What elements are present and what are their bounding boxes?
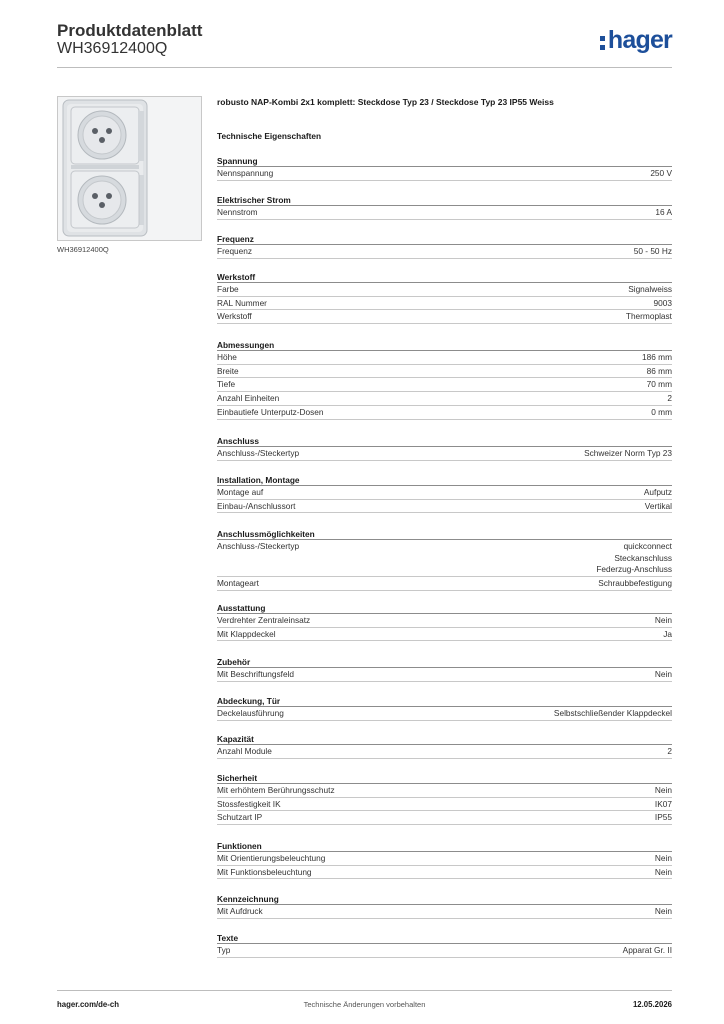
document-title: Produktdatenblatt [57,21,203,40]
spec-row [217,866,672,880]
spec-value: Nein [654,866,672,877]
spec-label: Höhe [217,352,237,362]
spec-value: Ja [663,628,672,639]
spec-row [217,784,672,798]
section-frequenz [217,233,672,259]
hager-logo [600,27,672,53]
spec-row [217,905,672,919]
spec-value: IP55 [654,812,672,823]
spec-value: Schweizer Norm Typ 23 [584,448,672,458]
spec-label: Anzahl Module [217,746,272,756]
section-title: Funktionen [217,840,672,852]
spec-label: Farbe [217,284,239,294]
section-title: Abdeckung, Tür [217,695,672,707]
spec-value: Nein [654,853,672,863]
section-abdeckung-tuer [217,695,672,721]
spec-row [217,245,672,259]
spec-row [217,540,672,577]
spec-value: 0 mm [651,406,672,417]
spec-label: Mit Funktionsbeleuchtung [217,866,312,877]
spec-label: Werkstoff [217,311,252,322]
spec-label: Nennstrom [217,207,258,217]
spec-label: RAL Nummer [217,297,267,308]
section-title: Werkstoff [217,271,672,283]
section-title: Elektrischer Strom [217,194,672,206]
section-title: Kapazität [217,733,672,745]
spec-row [217,811,672,825]
section-installation-montage [217,474,672,513]
spec-label: Stossfestigkeit IK [217,798,281,809]
spec-value: 9003 [653,297,672,308]
section-spannung [217,155,672,181]
section-anschluss [217,435,672,461]
section-anschlussmoeglichkeiten [217,528,672,591]
spec-label: Montageart [217,578,259,589]
spec-row [217,447,672,461]
spec-row [217,392,672,406]
section-title: Installation, Montage [217,474,672,486]
section-kapazitaet [217,733,672,759]
spec-row [217,283,672,297]
spec-value: 16 A [655,207,672,217]
spec-value: Signalweiss [628,284,672,294]
spec-value: Schraubbefestigung [598,578,672,589]
section-title: Sicherheit [217,772,672,784]
spec-label: Typ [217,945,231,955]
spec-row [217,944,672,958]
spec-label: Nennspannung [217,168,274,178]
section-kennzeichnung [217,893,672,919]
spec-row [217,628,672,642]
logo-text: hager [607,26,672,54]
header-divider [57,67,672,68]
spec-value: 50 - 50 Hz [633,246,672,256]
spec-value: Apparat Gr. II [622,945,672,955]
section-werkstoff [217,271,672,324]
product-title: robusto NAP-Kombi 2x1 komplett: Steckdose Typ 23 / Steckdose Typ 23 IP55 Weiss [217,97,554,107]
spec-label: Mit Beschriftungsfeld [217,669,295,679]
spec-row [217,406,672,420]
spec-row [217,707,672,721]
spec-row [217,798,672,812]
spec-value: 2 [667,393,672,404]
logo-dots-icon [600,33,606,49]
spec-value: 186 mm [642,352,672,362]
spec-label: Mit Klappdeckel [217,628,276,639]
spec-label: Einbau-/Anschlussort [217,500,296,511]
section-elektrischer-strom [217,194,672,220]
spec-row [217,577,672,591]
spec-value: 250 V [650,168,672,178]
page-header [57,21,672,67]
spec-row [217,365,672,379]
spec-label: Mit erhöhtem Berührungsschutz [217,785,335,795]
spec-value: 2 [667,746,672,756]
spec-row [217,852,672,866]
spec-value: Nein [654,669,672,679]
spec-label: Anschluss-/Steckertyp [217,541,300,551]
spec-value: Aufputz [643,487,672,497]
spec-row [217,614,672,628]
section-title: Texte [217,932,672,944]
footer-website-link[interactable]: hager.com/de-ch [57,1000,119,1009]
spec-value: Nein [654,906,672,916]
spec-value: 86 mm [646,365,672,376]
spec-label: Breite [217,365,239,376]
spec-label: Deckelausführung [217,708,284,718]
section-abmessungen [217,339,672,420]
spec-label: Tiefe [217,379,236,390]
image-caption: WH36912400Q [57,245,109,254]
spec-value: Nein [654,615,672,625]
section-title: Ausstattung [217,602,672,614]
spec-row [217,500,672,514]
spec-label: Anschluss-/Steckertyp [217,448,300,458]
spec-label: Mit Aufdruck [217,906,263,916]
spec-value: Selbstschließender Klappdeckel [553,708,672,718]
spec-value: IK07 [654,798,672,809]
spec-row [217,297,672,311]
spec-label: Anzahl Einheiten [217,393,280,404]
section-title: Anschluss [217,435,672,447]
article-number: WH36912400Q [57,40,168,57]
spec-label: Montage auf [217,487,264,497]
spec-row [217,206,672,220]
section-title: Spannung [217,155,672,167]
spec-row [217,378,672,392]
section-texte [217,932,672,958]
spec-value: Nein [654,785,672,795]
section-ausstattung [217,602,672,641]
section-title: Abmessungen [217,339,672,351]
technical-properties-heading: Technische Eigenschaften [217,131,322,141]
spec-value: Vertikal [644,500,672,511]
section-title: Anschlussmöglichkeiten [217,528,672,540]
product-image [57,96,202,241]
spec-label: Frequenz [217,246,253,256]
spec-value: 70 mm [646,379,672,390]
spec-label: Mit Orientierungsbeleuchtung [217,853,326,863]
section-title: Zubehör [217,656,672,668]
spec-row [217,167,672,181]
footer-date: 12.05.2026 [632,1000,672,1009]
section-title: Kennzeichnung [217,893,672,905]
section-sicherheit [217,772,672,825]
spec-label: Einbautiefe Unterputz-Dosen [217,406,324,417]
spec-row [217,745,672,759]
section-zubehoer [217,656,672,682]
spec-label: Schutzart IP [217,812,263,823]
spec-row [217,310,672,324]
spec-row [217,668,672,682]
spec-row [217,351,672,365]
spec-row [217,486,672,500]
page-footer [57,990,672,1014]
section-title: Frequenz [217,233,672,245]
spec-value: Thermoplast [625,311,672,322]
footer-note: Technische Änderungen vorbehalten [303,1000,426,1009]
section-funktionen [217,840,672,879]
spec-value: quickconnect Steckanschluss Federzug-Anschluss [596,541,672,575]
spec-label: Verdrehter Zentraleinsatz [217,615,311,625]
